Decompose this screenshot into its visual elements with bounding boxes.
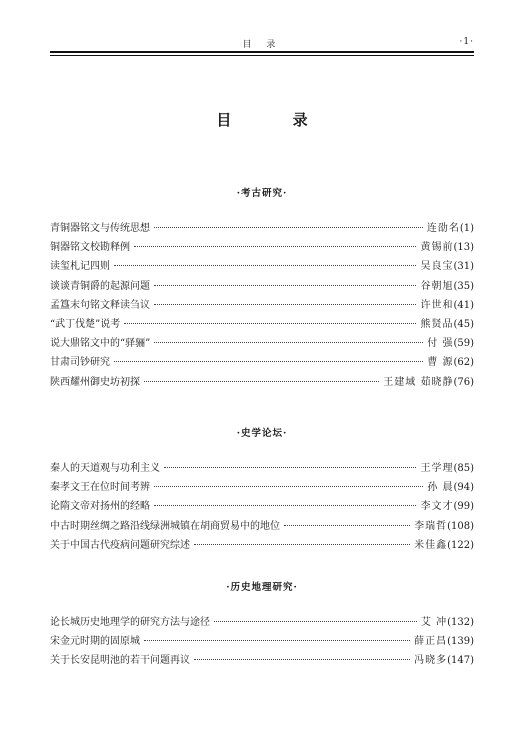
entry-title: “武丁伐楚”说考 [50, 318, 121, 330]
entry-author: 熊贤品 [420, 318, 454, 330]
leader-dots [154, 338, 423, 343]
leader-dots [144, 636, 410, 641]
toc-entry[interactable] [50, 517, 474, 536]
leader-dots [194, 540, 410, 545]
toc-entry[interactable] [50, 238, 474, 257]
entry-page: (99) [453, 501, 474, 513]
entry-title: 关于中国古代疫病问题研究综述 [50, 539, 190, 551]
entry-title: 论长城历史地理学的研究方法与途径 [50, 617, 210, 628]
entry-author: 许世和 [420, 299, 454, 311]
entry-page: (76) [453, 376, 474, 388]
entry-author: 孙 晨 [427, 482, 454, 494]
running-header [50, 37, 474, 51]
entry-author: 黄锡前 [420, 242, 454, 254]
toc-entry[interactable] [50, 219, 474, 238]
toc-list-archaeology [50, 219, 474, 392]
entry-page: (41) [453, 299, 474, 311]
entry-page: (147) [447, 655, 474, 667]
entry-title: 论隋文帝对扬州的经略 [50, 501, 150, 513]
leader-dots [114, 261, 416, 266]
header-rule-thick [50, 51, 474, 53]
toc-list-history-forum [50, 459, 474, 555]
entry-title: 甘肃司钞研究 [50, 357, 110, 369]
leader-dots [154, 223, 423, 228]
toc-entry[interactable] [50, 478, 474, 497]
section-heading-archaeology: ·考古研究· [236, 188, 288, 199]
entry-page: (31) [453, 261, 474, 273]
leader-dots [214, 617, 417, 622]
entry-title: 宋金元时期的固原城 [50, 636, 140, 648]
entry-title: 读玺札记四则 [50, 261, 110, 273]
entry-title: 青铜器铭文与传统思想 [50, 223, 150, 234]
entry-page: (45) [453, 318, 474, 330]
entry-author: 李瑞哲 [414, 520, 448, 532]
entry-author: 连劭名 [426, 223, 460, 234]
entry-page: (62) [453, 357, 474, 369]
entry-page: (122) [447, 539, 474, 551]
toc-entry[interactable] [50, 373, 474, 392]
toc-entry[interactable] [50, 296, 474, 315]
leader-dots [154, 300, 416, 305]
section-heading-historical-geography: ·历史地理研究· [226, 582, 298, 593]
entry-author: 李文才 [420, 501, 454, 513]
entry-page: (59) [453, 338, 474, 350]
leader-dots [144, 377, 379, 382]
toc-entry[interactable] [50, 651, 474, 670]
entry-page: (139) [447, 636, 474, 648]
leader-dots [154, 501, 416, 506]
entry-title: 孟簋末句铭文释读刍议 [50, 299, 150, 311]
leader-dots [124, 319, 416, 324]
leader-dots [154, 482, 423, 487]
section-heading-history-forum: ·史学论坛· [236, 428, 288, 439]
entry-author: 冯晓多 [414, 655, 448, 667]
toc-entry[interactable] [50, 315, 474, 334]
entry-page: (35) [453, 280, 474, 292]
entry-author: 王学理 [420, 463, 454, 474]
entry-title: 关于长安昆明池的若干问题再议 [50, 655, 190, 667]
entry-author: 吴良宝 [420, 261, 454, 273]
entry-title: 谈谈青铜爵的起源问题 [50, 280, 150, 292]
entry-title: 中古时期丝绸之路沿线绿洲城镇在胡商贸易中的地位 [50, 520, 280, 532]
leader-dots [284, 521, 410, 526]
entry-title: 秦孝文王在位时间考辨 [50, 482, 150, 494]
running-header-page-number: ·1· [459, 37, 474, 47]
entry-page: (13) [453, 242, 474, 254]
leader-dots [194, 655, 410, 660]
toc-entry[interactable] [50, 497, 474, 516]
leader-dots [134, 242, 416, 247]
entry-author: 付 强 [427, 338, 454, 350]
entry-title: 说大鼎铭文中的“驿骊” [50, 338, 151, 350]
toc-entry[interactable] [50, 334, 474, 353]
leader-dots [154, 281, 416, 286]
entry-page: (1) [459, 223, 474, 234]
entry-author: 曹 源 [427, 357, 454, 369]
leader-dots [164, 463, 416, 468]
entry-page: (108) [447, 520, 474, 532]
toc-entry[interactable] [50, 257, 474, 276]
entry-title: 秦人的天道观与功利主义 [50, 463, 160, 474]
entry-author: 王建域 茹晓静 [383, 376, 454, 388]
toc-list-historical-geography [50, 613, 474, 671]
toc-entry[interactable] [50, 353, 474, 372]
toc-entry[interactable] [50, 459, 474, 478]
entry-author: 米佳鑫 [414, 539, 448, 551]
entry-page: (94) [453, 482, 474, 494]
entry-title: 铜器铭文校勘释例 [50, 242, 130, 254]
entry-page: (85) [453, 463, 474, 474]
toc-entry[interactable] [50, 536, 474, 555]
running-header-title: 目 录 [242, 40, 282, 50]
header-rule-thin [50, 55, 474, 56]
page-title: 目 录 [216, 111, 336, 129]
entry-page: (132) [447, 617, 474, 628]
toc-entry[interactable] [50, 277, 474, 296]
entry-author: 薛正昌 [414, 636, 448, 648]
entry-author: 艾 冲 [420, 617, 448, 628]
toc-entry[interactable] [50, 632, 474, 651]
entry-author: 谷朝旭 [420, 280, 454, 292]
entry-title: 陕西耀州御史坊初探 [50, 376, 140, 388]
leader-dots [114, 357, 423, 362]
toc-entry[interactable] [50, 613, 474, 632]
